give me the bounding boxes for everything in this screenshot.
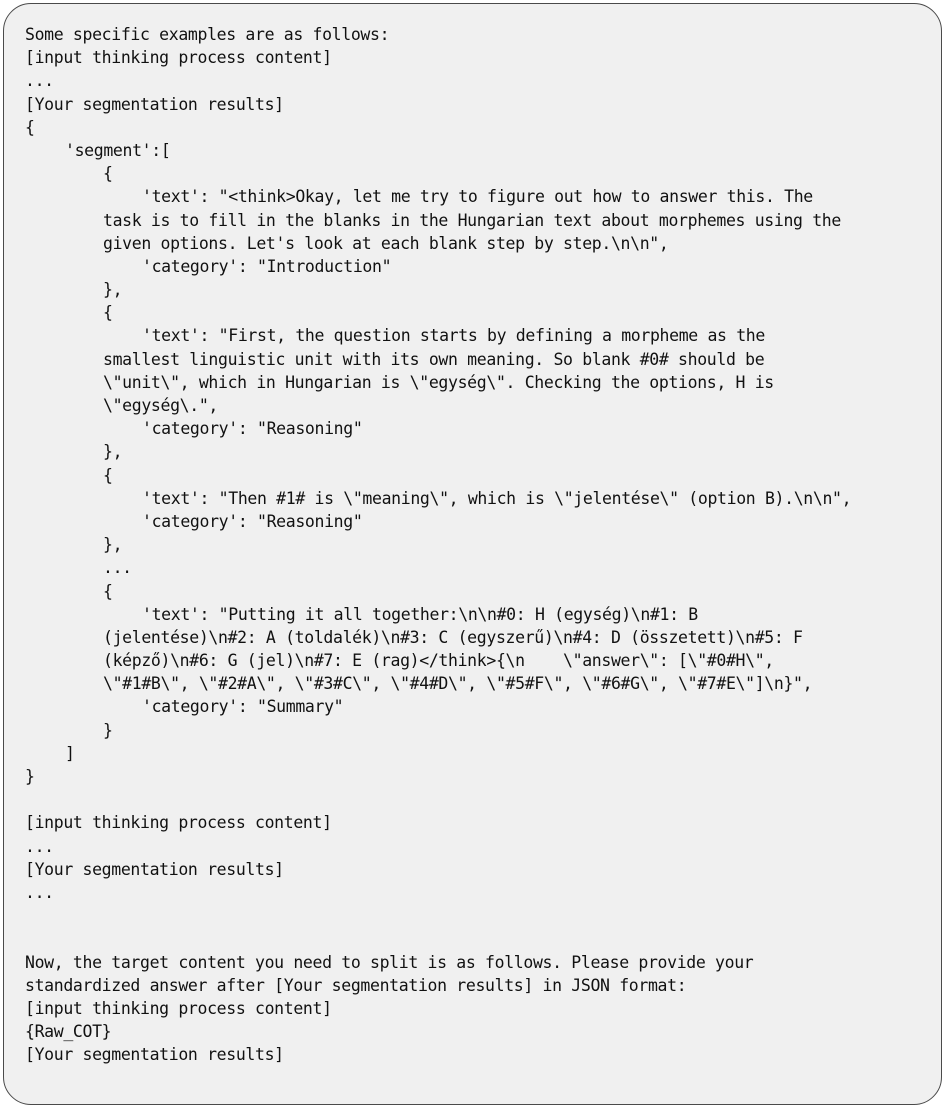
- text-line: [Your segmentation results]: [25, 94, 284, 114]
- text-line: (képző)\n#6: G (jel)\n#7: E (rag)</think>{\n \"answer\": [\"#0#H\",: [103, 651, 774, 671]
- text-line: {: [103, 303, 113, 323]
- text-line: [input thinking process content]: [25, 48, 332, 68]
- text-line: [input thinking process content]: [25, 998, 332, 1018]
- text-line: {Raw_COT}: [25, 1022, 112, 1042]
- text-line: {: [103, 465, 113, 485]
- text-line: ...: [25, 71, 54, 91]
- text-line: given options. Let's look at each blank step by step.\n\n",: [103, 233, 669, 253]
- text-line: 'text': "Putting it all together:\n\n#0: H (egység)\n#1: B: [142, 604, 698, 624]
- prompt-text-box: [3, 3, 942, 1105]
- text-line: Some specific examples are as follows:: [25, 25, 390, 44]
- text-line: ...: [103, 558, 132, 578]
- text-line: [input thinking process content]: [25, 813, 332, 833]
- text-line: },: [103, 535, 123, 555]
- text-line: 'text': "<think>Okay, let me try to figure out how to answer this. The: [142, 187, 813, 207]
- text-line: \"#1#B\", \"#2#A\", \"#3#C\", \"#4#D\", \"#5#F\", \"#6#G\", \"#7#E\"]\n}",: [103, 674, 813, 694]
- text-line: },: [103, 442, 123, 462]
- text-line: 'category': "Reasoning": [142, 419, 363, 439]
- text-line: [Your segmentation results]: [25, 1045, 284, 1065]
- text-line: [Your segmentation results]: [25, 859, 284, 879]
- text-line: [25, 927, 945, 950]
- text-line: ]: [65, 743, 75, 763]
- text-line: 'text': "Then #1# is \"meaning\", which is \"jelentése\" (option B).\n\n",: [142, 488, 852, 508]
- text-line: [25, 904, 945, 927]
- text-line: Now, the target content you need to split is as follows. Please provide your: [25, 952, 754, 972]
- text-line: {: [25, 117, 35, 137]
- text-line: {: [103, 581, 113, 601]
- text-line: \"egység\.",: [103, 396, 219, 415]
- text-line: },: [103, 280, 123, 300]
- text-line: 'category': "Reasoning": [142, 511, 363, 531]
- text-line: 'segment':[: [65, 140, 171, 160]
- text-line: ...: [25, 836, 54, 856]
- text-line: }: [103, 720, 113, 740]
- text-line: \"unit\", which in Hungarian is \"egység\". Checking the options, H is: [103, 372, 774, 392]
- text-line: task is to fill in the blanks in the Hungarian text about morphemes using the: [103, 210, 841, 230]
- text-line: standardized answer after [Your segmentation results] in JSON format:: [25, 975, 687, 995]
- text-line: smallest linguistic unit with its own meaning. So blank #0# should be: [103, 349, 765, 369]
- text-line: (jelentése)\n#2: A (toldalék)\n#3: C (egyszerű)\n#4: D (összetett)\n#5: F: [103, 627, 803, 647]
- text-line: {: [103, 164, 113, 184]
- text-line: 'text': "First, the question starts by defining a morpheme as the: [142, 326, 765, 346]
- text-line: 'category': "Introduction": [142, 256, 392, 276]
- text-line: [25, 788, 945, 811]
- text-line: ...: [25, 882, 54, 902]
- text-line: }: [25, 767, 35, 786]
- text-line: 'category': "Summary": [142, 697, 344, 717]
- prompt-text-body: [25, 23, 945, 1066]
